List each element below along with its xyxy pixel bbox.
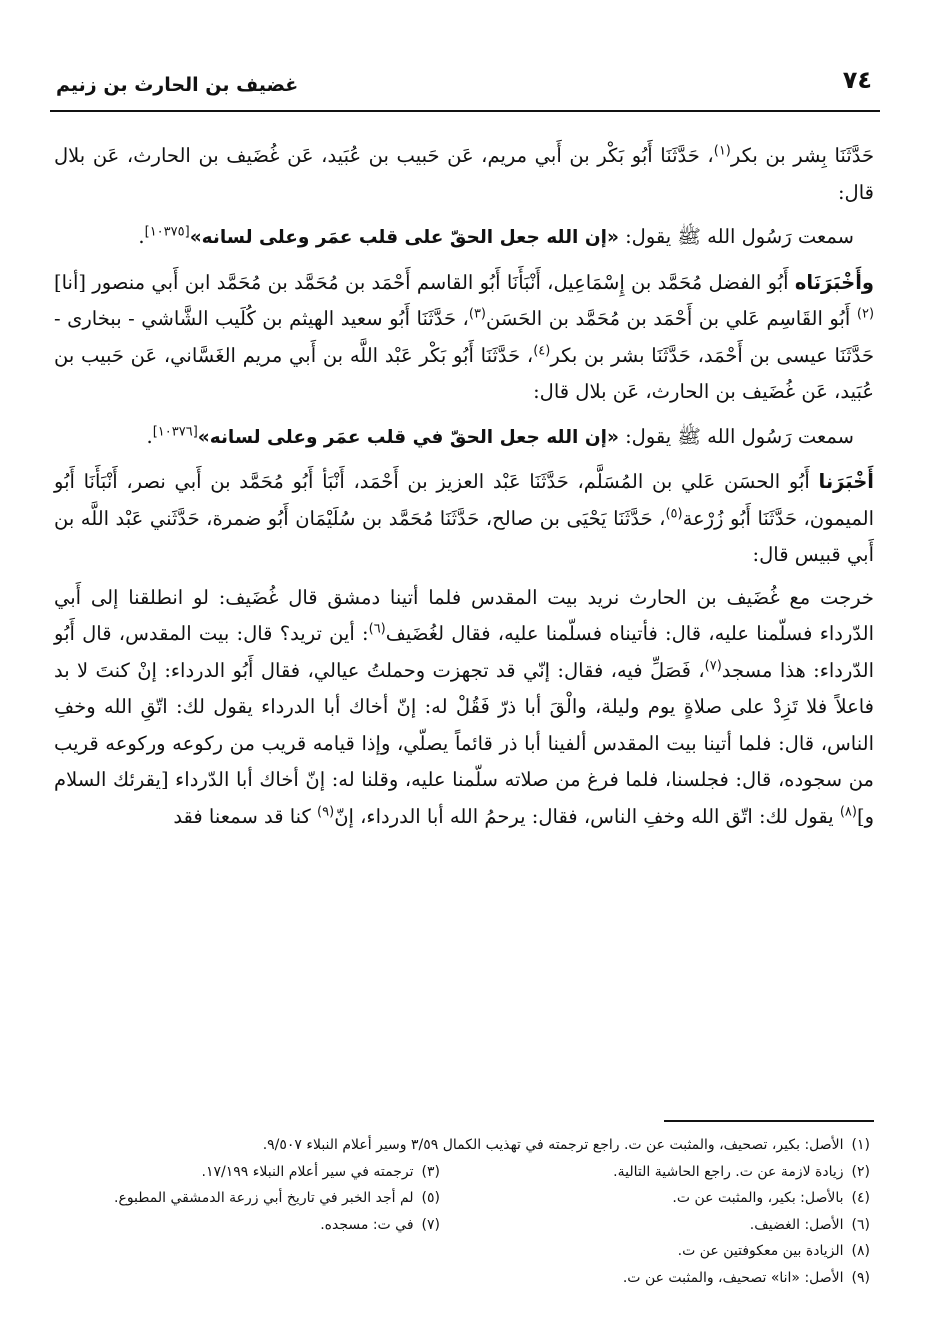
footnote-text: في ت: مسجده.: [320, 1216, 414, 1233]
text-segment: ، حَدَّثَنَا يَحْيَى بن صالح، حَدَّثَنَا مُحَمَّد بن سُلَيْمَان أَبُو ضمرة، حَدَّثَني عَبْد اللَّه بن أَبي قبيس قال:: [54, 506, 874, 566]
footnote-ref: (٥): [665, 506, 683, 521]
footnote-number: (٢): [851, 1163, 870, 1180]
hadith-saying: «إن الله جعل الحقّ على قلب عمَر وعلى لسانه»: [189, 227, 619, 248]
text-segment: خرجت مع غُضَيف بن الحارث نريد بيت المقدس فلما أتينا دمشق قال غُضَيف: لو انطلقنا إلى أَبي الدّرداء فسلّمنا عليه، قال: فأتيناه فسلّمنا عليه، فقال لغُضَيف: [54, 585, 874, 645]
text-segment: أَبُو القَاسِم عَلي بن أَحْمَد بن مُحَمَّد بن الحَسَن: [486, 307, 851, 330]
quote-intro: سمعت رَسُول الله ﷺ يقول:: [625, 225, 854, 248]
paragraph-isnad-3: [54, 464, 874, 574]
main-text: [54, 138, 874, 841]
footnote-number: (١): [851, 1137, 870, 1153]
text-segment: أَبُو الحسَن عَلي بن المُسَلَّم، حَدَّثَنَا عَبْد العزيز بن أَحْمَد، أَنْبَأ أَبُو مُحَمَّد بن أَبي نصر، أَنْبَأَنَا أَبُو الميمون، حَدَّثَنَا أَبُو زُرْعة: [54, 470, 874, 530]
text-segment: حَدَّثَنَا بِشر بن بكر: [730, 144, 875, 167]
paragraph-isnad-1: [54, 138, 874, 211]
page-header: [50, 60, 880, 112]
text-segment: أَبُو الفضل مُحَمَّد بن إِسْمَاعِيل، أَنْبَأَنَا أَبُو القاسم أَحْمَد بن مُحَمَّد بن مُحَمَّد ابن أَبي منصور [أنا]: [54, 270, 789, 294]
footnote-text: الأصل: بكير، تصحيف، والمثبت عن ت. راجع ترجمته في تهذيب الكمال ٣/٥٩ وسير أعلام النبلاء ٩/٥٠٧.: [262, 1137, 844, 1153]
running-title: غضيف بن الحارث بن زنيم: [56, 74, 299, 96]
footnote-text: زيادة لازمة عن ت. راجع الحاشية التالية.: [613, 1163, 844, 1180]
footnote-ref: (١): [713, 143, 731, 159]
hadith-saying: «إن الله جعل الحقّ في قلب عمَر وعلى لسانه»: [197, 426, 619, 448]
footnote-1: [263, 1132, 870, 1159]
book-page: [50, 60, 880, 1310]
hadith-quote-2: سمعت رَسُول الله ﷺ يقول: «إن الله جعل الحقّ في قلب عمَر وعلى لسانه»[١٠٣٧٦].: [146, 424, 854, 448]
text-segment: ، حَدَّثَنَا أَبُو بَكْر عَبْد اللَّه بن أَبي مريم الغَسَّاني، عَن حَبيب بن عُبَيد، عَن غُضَيف بن الحارث، عَن بلال قال:: [54, 343, 874, 403]
footnote-2: [470, 1159, 870, 1186]
footnote-number: (٦): [851, 1216, 870, 1233]
footnote-number: (٥): [421, 1190, 440, 1206]
footnote-row: [60, 1212, 870, 1239]
hadith-number: [١٠٣٧٦]: [152, 424, 198, 439]
footnote-row: [60, 1132, 870, 1159]
footnote-row: [60, 1185, 870, 1212]
footnote-number: (٧): [421, 1216, 440, 1233]
text-segment: : أين تريد؟ قال: بيت المقدس، قال أَبُو الدّرداء: هذا مسجد: [54, 622, 874, 682]
paragraph-lead: وأَخْبَرَنَاه: [794, 270, 874, 294]
quote-intro: سمعت رَسُول الله ﷺ يقول:: [625, 424, 854, 448]
footnote-ref: (٦): [368, 621, 386, 637]
footnote-text: بالأصل: بكير، والمثبت عن ت.: [672, 1190, 844, 1206]
text-segment: ، حَدَّثَنَا أَبُو سعيد الهيثم بن كُلَيب الشَّاشي - ببخارى - حَدَّثَنَا عيسى بن أَحْمَد، حَدَّثَنَا بشر بن بكر: [54, 307, 874, 367]
footnote-divider: [664, 1120, 874, 1122]
hadith-quote-1: سمعت رَسُول الله ﷺ يقول: «إن الله جعل الحقّ على قلب عمَر وعلى لسانه»[١٠٣٧٥].: [138, 224, 854, 248]
paragraph-narrative: [54, 580, 874, 836]
text-segment: كنا قد سمعنا فقد: [173, 804, 311, 828]
footnote-3: [202, 1159, 440, 1186]
page-number: ٧٤: [842, 66, 872, 94]
footnote-number: (٣): [421, 1163, 440, 1180]
text-segment: ، فَصَلِّ فيه، فقال: إنّي قد تجهزت وحملتُ عيالي، فقال أَبُو الدرداء: إنْ كنتَ لا بد فاعلاً فلا تَزِدْ على صلاةٍ يوم وليلة، والْقَ أبا ذرّ فَقُلْ له: إنّ أخاك أبا الدرداء يقول لك: اتّقِ الله وخفِ الناس، قال: فلما أتينا بيت المقدس ألفينا أبا ذر قائماً يصلّي، وإذا قيامه قريب من ركوعه وركوعه قريب من سجوده، قال: فجلسنا، فلما فرغ من صلاته سلّمنا عليه، وقلنا له: إنّ أخاك أبا الدّرداء [يقرئك السلام و]: [54, 658, 874, 828]
footnote-row: [60, 1265, 870, 1292]
footnote-number: (٨): [851, 1243, 870, 1259]
footnote-ref: (٩): [317, 804, 335, 819]
footnote-7: [320, 1212, 440, 1239]
footnotes: [60, 1132, 870, 1291]
footnote-row: [60, 1159, 870, 1186]
footnote-8: [678, 1238, 870, 1265]
text-segment: يقول لك: اتّق الله وخفِ الناس، فقال: يرحمُ الله أبا الدرداء، إنّ: [334, 804, 834, 828]
footnote-9: [623, 1265, 870, 1292]
text-segment: ، حَدَّثَنَا أَبُو بَكْر بن أَبي مريم، عَن حَبيب بن عُبَيد، عَن غُضَيف بن الحارث، عَن بلال قال:: [54, 144, 874, 204]
footnote-number: (٩): [851, 1269, 870, 1286]
footnote-4: [470, 1185, 870, 1212]
hadith-number: [١٠٣٧٥]: [144, 224, 190, 240]
footnote-row: [60, 1238, 870, 1265]
footnote-ref: (٨): [839, 804, 857, 819]
footnote-text: الأصل: الغضيف.: [749, 1216, 844, 1233]
footnote-5: [114, 1185, 440, 1212]
footnote-text: الأصل: «انا» تصحيف، والمثبت عن ت.: [622, 1269, 844, 1286]
footnote-6: [470, 1212, 870, 1239]
footnote-ref: (٣): [468, 306, 486, 322]
paragraph-isnad-2: [54, 265, 874, 411]
footnote-text: ترجمته في سير أعلام النبلاء ١٧/١٩٩.: [201, 1163, 414, 1180]
footnote-ref: (٤): [533, 343, 551, 358]
footnote-text: الزيادة بين معكوفتين عن ت.: [677, 1243, 844, 1259]
footnote-ref: (٧): [704, 658, 722, 673]
paragraph-lead: أَخْبَرَنا: [818, 470, 874, 493]
footnote-text: لم أجد الخبر في تاريخ أبي زرعة الدمشقي المطبوع.: [114, 1190, 414, 1206]
footnote-ref: (٢): [856, 306, 875, 322]
footnote-number: (٤): [851, 1190, 870, 1206]
